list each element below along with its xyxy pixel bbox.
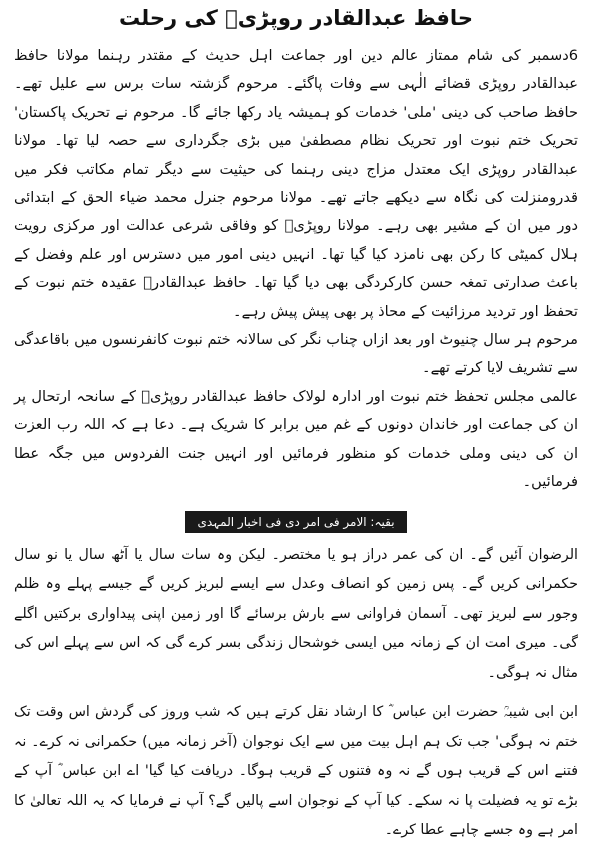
continuation-paragraph-2: ابن ابی شیبہؒ حضرت ابن عباس ؓ کا ارشاد نقل کرتے ہیں کہ شب وروز کی گردش اس وقت تک ختم نہ ہوگی' جب تک ہم اہل بیت میں سے ایک نوجوان (آخر زمانہ میں) حکمرانی نہ کرے۔ نہ فتنے اس کے قریب ہوں گے نہ وہ فتنوں کے قریب ہوگا۔ دریافت کیا گیا' اے ابن عباس ؓ آپ کے بڑے تو یہ فضیلت پا نہ سکے۔ کیا آپ کے نوجوان اسے پالیں گے؟ آپ نے فرمایا کہ یہ اللہ تعالیٰ کا امر ہے وہ جسے چاہے عطا کرے۔ (14, 704, 578, 838)
article-paragraph-2: مرحوم ہر سال چنیوٹ اور بعد ازاں چناب نگر کی سالانہ ختم نبوت کانفرنسوں میں باقاعدگی سے تشریف لایا کرتے تھے۔ (14, 331, 578, 377)
article-paragraph-1: 6دسمبر کی شام ممتاز عالم دین اور جماعت اہل حدیث کے مقتدر رہنما مولانا حافظ عبدالقادر روپڑی قضائے الٰہی سے وفات پاگئے۔ مرحوم گزشتہ سات برس سے علیل تھے۔ حافظ صاحب کی دینی 'ملی' خدمات کو ہمیشہ یاد رکھا جائے گا۔ مرحوم نے تحریک پاکستان' تحریک ختم نبوت اور تحریک نظام مصطفیٰ میں بڑی جگرداری سے حصہ لیا تھا۔ مولانا عبدالقادر روپڑی ایک معتدل مزاج دینی رہنما کی حیثیت سے دیگر تمام مکاتب فکر میں قدرومنزلت کی نگاہ سے دیکھے جاتے تھے۔ مولانا مرحوم جنرل محمد ضیاء الحق کے ابتدائی دور میں ان کے مشیر بھی رہے۔ مولانا روپڑیؒ کو وفاقی شرعی عدالت اور مرکزی رویت ہلال کمیٹی کا رکن بھی نامزد کیا گیا تھا۔ انہیں دینی امور میں دسترس اور علم وفضل کے باعث صدارتی تمغہ حسن کارکردگی بھی دیا گیا تھا۔ حافظ عبدالقادرؒ عقیدہ ختم نبوت کے تحفظ اور تردید مرزائیت کے محاذ پر بھی پیش پیش رہے۔ (14, 47, 578, 320)
continuation-banner: بقیہ: الامر فی امر دی فی اخبار المہدی (185, 511, 406, 533)
document-page (14, 4, 578, 838)
continuation-banner-wrap (14, 511, 578, 533)
continuation-paragraph-1: الرضوان آئیں گے۔ ان کی عمر دراز ہو یا مختصر۔ لیکن وہ سات سال یا آٹھ سال یا نو سال حکمرانی کریں گے۔ پس زمین کو انصاف وعدل سے ایسے لبریز کریں گے جیسے پہلے وہ ظلم وجور سے لبریز تھی۔ آسمان فراوانی سے بارش برسائے گا اور زمین اپنی پیداواری برکتیں اگلے گی۔ میری امت ان کے زمانہ میں ایسی خوشحال زندگی بسر کرے گی کہ اس سے پہلے اس کی مثال نہ ہوگی۔ (14, 546, 578, 681)
article-paragraph-3: عالمی مجلس تحفظ ختم نبوت اور ادارہ لولاک حافظ عبدالقادر روپڑیؒ کے سانحہ ارتحال پر ان کی جماعت اور خاندان دونوں کے غم میں برابر کا شریک ہے۔ دعا ہے کہ اللہ رب العزت ان کی دینی وملی خدمات کو منظور فرمائیں اور انہیں جنت الفردوس میں جگہ عطا فرمائیں۔ (14, 387, 578, 491)
article-title: حافظ عبدالقادر روپڑیؒ کی رحلت (119, 6, 473, 30)
